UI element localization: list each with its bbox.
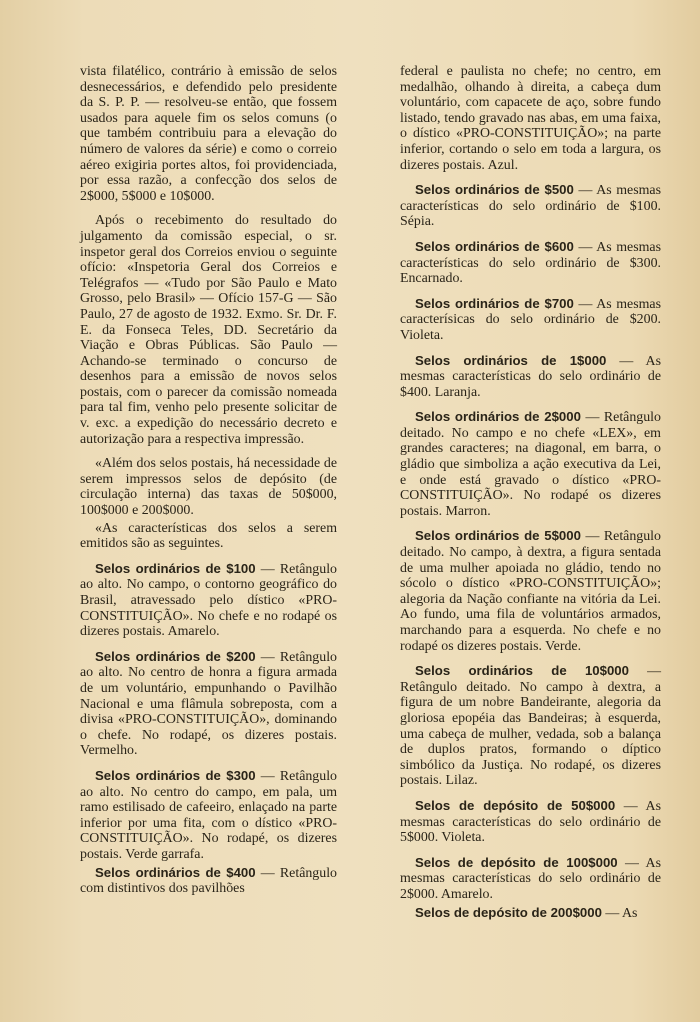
paragraph: Após o recebimento do resultado do julgamento da comissão especial, o sr. inspetor geral dos Correios enviou o seguinte ofício: «Inspetoria Geral dos Correios e Telégrafos — «Tudo por São Paulo e Mato Grosso, pelo Brasil» — Ofício 157-G — São Paulo, 27 de agosto de 1932. Exmo. Sr. Dr. F. E. da Fonseca Teles, DD. Secretário da Viação e Obras Públicas. São Paulo — Achando-se terminado o concurso de desenhos para a emissão de novos selos postais, com o parecer da comissão nomeada para tal fim, venho pelo presente solicitar de v. exc. a expedição do necessário decreto e autorização para a respectiva impressão. [80, 213, 337, 447]
paragraph: vista filatélico, contrário à emissão de selos desnecessários, e defendido pelo presidente da S. P. P. — resolveu-se então, que fossem usados para aquele fim os selos comuns (o que também contribuiu para a elevação do número de valores da série) e como o correio aéreo exigiria portes altos, foi providenciada, por essa razão, a confecção dos selos de 2$000, 5$000 e 10$000. [80, 64, 337, 204]
paragraph: federal e paulista no chefe; no centro, em medalhão, olhando à direita, a cabeça dum voluntário, com capacete de aço, sobre fundo listado, tendo gravado nas abas, em uma faixa, o dístico «PRO-CONSTITUIÇÃO»; na parte inferior, cortando o selo em toda a largura, os dizeres postais. Azul. [400, 64, 661, 173]
stamp-heading: Selos de depósito de 100$000 [415, 854, 618, 870]
stamp-heading: Selos de depósito de 200$000 [415, 904, 602, 920]
stamp-heading: Selos ordinários de 1$000 [415, 352, 607, 368]
stamp-heading: Selos ordinários de 10$000 [415, 663, 629, 679]
stamp-heading: Selos de depósito de 50$000 [415, 797, 616, 813]
stamp-heading: Selos ordinários de $200 [95, 648, 256, 664]
stamp-description: Selos de depósito de 50$000 — As mesmas características do selo ordinário de 5$000. Violeta. [400, 797, 661, 846]
paragraph: «As características dos selos a serem emitidos são as seguintes. [80, 520, 337, 552]
stamp-heading: Selos ordinários de $400 [95, 864, 256, 880]
stamp-heading: Selos ordinários de $500 [415, 182, 574, 198]
right-column [400, 64, 661, 921]
stamp-description: Selos ordinários de $600 — As mesmas características do selo ordinário de $300. Encarnado. [400, 238, 661, 287]
stamp-description: Selos ordinários de $500 — As mesmas características do selo ordinário de $100. Sépia. [400, 182, 661, 230]
stamp-heading: Selos ordinários de 5$000 [415, 528, 581, 544]
stamp-heading: Selos ordinários de $700 [415, 295, 574, 311]
stamp-heading: Selos ordinários de 2$000 [415, 409, 581, 425]
paragraph: «Além dos selos postais, há necessidade de serem impressos selos de depósito (de circulação interna) das taxas de 50$000, 100$000 e 200$000. [80, 456, 337, 519]
stamp-description: Selos ordinários de $200 — Retângulo ao alto. No centro de honra a figura armada de um voluntário, empunhando o Pavilhão Nacional e uma flâmula sobreposta, com a divisa «PRO-CONSTITUIÇÃO», dominando o chefe. No rodapé, os dizeres postais. Vermelho. [80, 648, 337, 759]
stamp-description: Selos ordinários de 10$000 — Retângulo deitado. No campo à dextra, a figura de um nobre Bandeirante, alegoria da gloriosa epopéia das Bandeiras; à esquerda, uma cabeça de mulher, vedada, sob a balança de duplos pratos, formando o díptico simbólico da Justiça. No rodapé, os dizeres postais. Lilaz. [400, 663, 661, 789]
stamp-description: Selos de depósito de 100$000 — As mesmas características do selo ordinário de 2$000. Amarelo. [400, 854, 661, 902]
stamp-description: Selos ordinários de $700 — As mesmas caracterísicas do selo ordinário de $200. Violeta. [400, 295, 661, 343]
stamp-heading: Selos ordinários de $600 [415, 238, 574, 254]
left-column [80, 64, 337, 897]
stamp-description: Selos de depósito de 200$000 — As [415, 904, 638, 921]
stamp-description: Selos ordinários de 2$000 — Retângulo deitado. No campo e no chefe «LEX», em grandes caracteres; na diagonal, em barra, o gládio que simboliza a ação executiva da Lei, e onde está gravado o dístico «PRO-CONSTITUIÇÃO». No rodapé os dizeres postais. Marron. [400, 409, 661, 519]
stamp-heading: Selos ordinários de $100 [95, 560, 256, 576]
stamp-heading: Selos ordinários de $300 [95, 767, 256, 783]
stamp-description: Selos ordinários de $100 — Retângulo ao alto. No campo, o contorno geográfico do Brasil, atravessado pelo dístico «PRO-CONSTITUIÇÃO». No chefe e no rodapé os dizeres postais. Amarelo. [80, 560, 337, 640]
stamp-description: Selos ordinários de $400 — Retângulo com distintivos dos pavilhões [80, 864, 337, 897]
stamp-description: Selos ordinários de 5$000 — Retângulo deitado. No campo, à dextra, a figura sentada de uma mulher apoiada no gládio, tendo no sócolo o dístico «PRO-CONSTITUIÇÃO»; alegoria da Nação confiante na vitória da Lei. Ao fundo, uma fila de voluntários armados, marchando para a esquerda. No chefe e no rodapé os dizeres postais. Verde. [400, 528, 661, 654]
stamp-description: Selos ordinários de 1$000 — As mesmas características do selo ordinário de $400. Laranja. [400, 352, 661, 400]
stamp-description: Selos ordinários de $300 — Retângulo ao alto. No centro do campo, em pala, um ramo estilisado de cafeeiro, enlaçado na parte inferior por uma fita, com o dístico «PRO-CONSTITUIÇÃO». No rodapé, os dizeres postais. Verde garrafa. [80, 767, 337, 862]
